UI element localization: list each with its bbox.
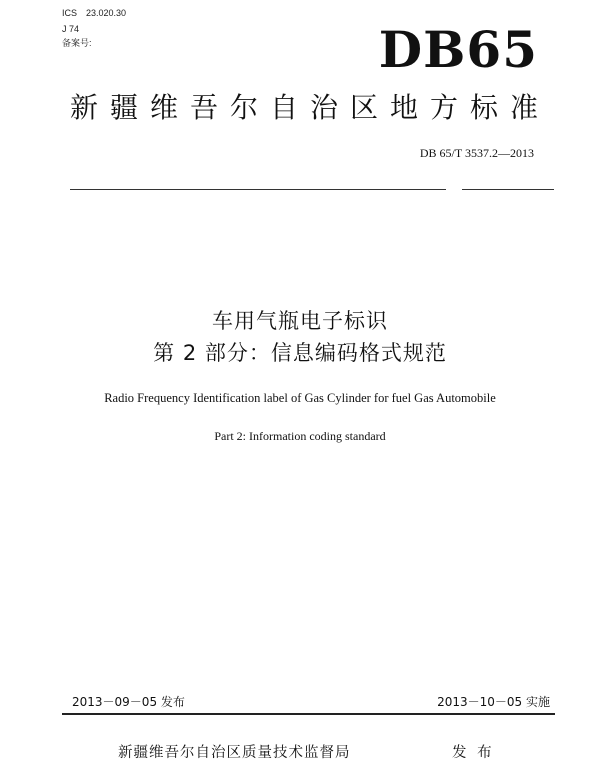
title-chinese-line1: 车用气瓶电子标识 [212, 309, 388, 333]
ics-code: ICS 23.020.30 [62, 8, 127, 18]
footer-divider [62, 713, 555, 715]
issuing-authority: 新疆维吾尔自治区质量技术监督局 [118, 745, 351, 761]
header-divider [70, 189, 446, 190]
standard-number: DB 65/T 3537.2—2013 [419, 146, 534, 160]
issuer-title: 新疆维吾尔自治区地方标准 [70, 91, 551, 124]
title-chinese-line2: 第 2 部分：信息编码格式规范 [153, 341, 447, 365]
title-english-part: Part 2: Information coding standard [214, 429, 386, 443]
header-divider-right [462, 189, 554, 190]
category-code: J 74 [62, 24, 80, 34]
title-english: Radio Frequency Identification label of Gas Cylinder for fuel Gas Automobile [104, 391, 496, 405]
implementation-date: 2013－10－05 实施 [437, 695, 550, 709]
standard-logo: DB65 [378, 20, 538, 79]
record-number-label: 备案号: [62, 38, 92, 48]
issuing-authority-suffix: 发 布 [452, 745, 495, 761]
issue-date: 2013－09－05 发布 [72, 695, 185, 709]
